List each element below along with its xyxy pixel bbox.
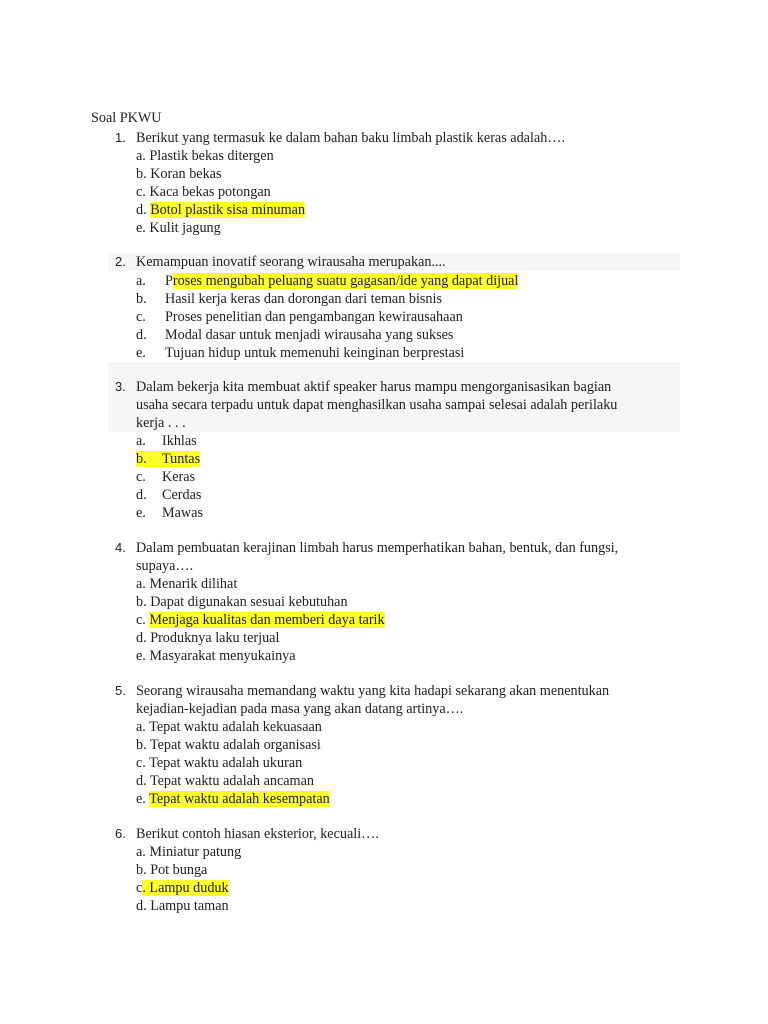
- option-letter: c.: [136, 184, 146, 200]
- option-letter: c.: [136, 612, 146, 628]
- option-text: Tepat waktu adalah ukuran: [149, 755, 303, 771]
- option-letter: b.: [136, 737, 147, 753]
- option-letter: c.: [136, 469, 146, 485]
- option-a: [136, 433, 197, 449]
- option-letter: b.: [136, 291, 147, 307]
- option-text: Cerdas: [162, 487, 202, 503]
- option-b: [136, 737, 321, 753]
- option-e: [136, 791, 330, 807]
- question-text: Seorang wirausaha memandang waktu yang kita hadapi sekarang akan menentukan: [136, 683, 610, 699]
- highlighted-answer: Tuntas: [162, 451, 201, 467]
- option-text: Tepat waktu adalah organisasi: [149, 737, 321, 753]
- option-c: [136, 755, 302, 771]
- option-d: [136, 487, 201, 503]
- option-text: Proses penelitian dan pengambangan kewirausahaan: [165, 309, 463, 325]
- option-letter: d.: [136, 327, 147, 343]
- option-letter: b.: [136, 594, 147, 610]
- option-letter: c: [136, 880, 143, 896]
- option-c: [136, 469, 195, 485]
- option-text: Ikhlas: [162, 433, 197, 449]
- question-text: kejadian-kejadian pada masa yang akan datang artinya….: [136, 701, 464, 717]
- option-b: [136, 862, 207, 878]
- option-b: [136, 166, 222, 182]
- highlighted-answer: Botol plastik sisa minuman: [150, 202, 306, 218]
- option-text: Pot bunga: [150, 862, 208, 878]
- question-number: 4.: [115, 540, 126, 555]
- option-letter: e.: [136, 648, 146, 664]
- option-text: Plastik bekas ditergen: [149, 148, 274, 164]
- highlighted-answer: Tepat waktu adalah kesempatan: [149, 791, 330, 807]
- question-text: supaya….: [136, 558, 194, 574]
- question-number: 6.: [115, 826, 126, 841]
- option-letter: c.: [136, 755, 146, 771]
- question-text: Berikut contoh hiasan eksterior, kecuali….: [136, 826, 379, 842]
- option-letter: a.: [136, 719, 146, 735]
- option-a: [136, 273, 518, 289]
- option-d: [136, 898, 229, 914]
- option-text: Koran bekas: [150, 166, 222, 182]
- question-text: Dalam bekerja kita membuat aktif speaker harus mampu mengorganisasikan bagian: [136, 379, 612, 395]
- option-text: Mawas: [162, 505, 203, 521]
- option-letter: e.: [136, 345, 146, 361]
- option-a: [136, 148, 274, 164]
- option-c: [136, 880, 229, 896]
- question-number: 2.: [115, 254, 126, 269]
- highlighted-answer: roses mengubah peluang suatu gagasan/ide yang dapat dijual: [172, 273, 519, 289]
- option-text: Kaca bekas potongan: [149, 184, 271, 200]
- question-text: Berikut yang termasuk ke dalam bahan baku limbah plastik keras adalah….: [136, 130, 566, 146]
- option-letter: c.: [136, 309, 146, 325]
- option-letter: b.: [136, 451, 162, 467]
- option-a: [136, 844, 241, 860]
- option-letter: d.: [136, 898, 147, 914]
- option-d: [136, 202, 305, 218]
- option-letter: e.: [136, 505, 146, 521]
- option-letter: a.: [136, 844, 146, 860]
- option-d: [136, 630, 279, 646]
- option-text: Miniatur patung: [149, 844, 242, 860]
- option-text: Tepat waktu adalah kekuasaan: [149, 719, 322, 735]
- option-letter: d.: [136, 630, 147, 646]
- option-e: [136, 648, 296, 664]
- option-letter: d.: [136, 773, 147, 789]
- option-b: [136, 451, 200, 467]
- option-letter: a.: [136, 148, 146, 164]
- option-e: [136, 505, 203, 521]
- option-text: Modal dasar untuk menjadi wirausaha yang sukses: [165, 327, 454, 343]
- option-letter: d.: [136, 202, 147, 218]
- option-a: [136, 576, 237, 592]
- option-e: [136, 220, 221, 236]
- highlighted-answer: . Lampu duduk: [142, 880, 229, 896]
- option-text: Kulit jagung: [149, 220, 221, 236]
- option-letter: b.: [136, 862, 147, 878]
- option-c: [136, 309, 463, 325]
- question-text: kerja . . .: [136, 415, 186, 431]
- option-text: Menarik dilihat: [149, 576, 238, 592]
- question-number: 3.: [115, 379, 126, 394]
- option-text: Tepat waktu adalah ancaman: [149, 773, 314, 789]
- option-c: [136, 184, 271, 200]
- question-number: 5.: [115, 683, 126, 698]
- option-text: Hasil kerja keras dan dorongan dari teman bisnis: [165, 291, 442, 307]
- option-text: Produknya laku terjual: [150, 630, 280, 646]
- option-letter: a.: [136, 433, 146, 449]
- option-text: Dapat digunakan sesuai kebutuhan: [150, 594, 348, 610]
- option-text: Lampu taman: [150, 898, 229, 914]
- option-text: Tujuan hidup untuk memenuhi keinginan berprestasi: [165, 345, 465, 361]
- option-letter: b.: [136, 166, 147, 182]
- option-a: [136, 719, 322, 735]
- option-letter: a.: [136, 576, 146, 592]
- document-title: Soal PKWU: [91, 110, 162, 126]
- option-d: [136, 773, 314, 789]
- option-letter: d.: [136, 487, 147, 503]
- question-text: Dalam pembuatan kerajinan limbah harus memperhatikan bahan, bentuk, dan fungsi,: [136, 540, 619, 556]
- option-b: [136, 291, 442, 307]
- option-letter: a.: [136, 273, 146, 289]
- question-text: Kemampuan inovatif seorang wirausaha merupakan....: [136, 254, 446, 270]
- option-b: [136, 594, 348, 610]
- question-text: usaha secara terpadu untuk dapat menghasilkan usaha sampai selesai adalah perilaku: [136, 397, 618, 413]
- option-e: [136, 345, 464, 361]
- option-letter: e.: [136, 220, 146, 236]
- option-text: Masyarakat menyukainya: [149, 648, 296, 664]
- question-number: 1.: [115, 130, 126, 145]
- option-letter: e.: [136, 791, 146, 807]
- option-c: [136, 612, 385, 628]
- option-d: [136, 327, 453, 343]
- highlighted-answer: Menjaga kualitas dan memberi daya tarik: [149, 612, 385, 628]
- option-text: Keras: [162, 469, 196, 485]
- option-text: P: [165, 273, 173, 289]
